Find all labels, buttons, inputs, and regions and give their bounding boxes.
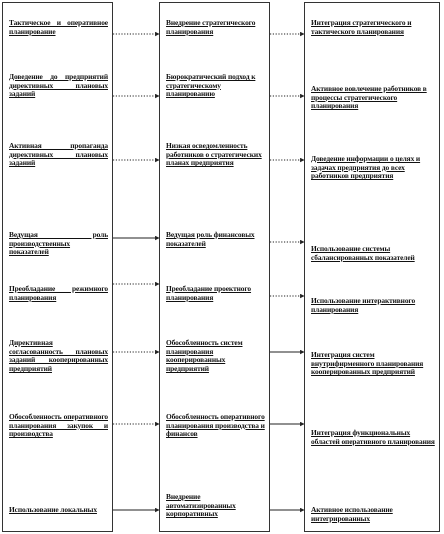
right-item-4: Использование системы сбалансированных показателей xyxy=(311,244,415,262)
left-item-6: Директивная согласованность плановых заданий кооперированных предприятий xyxy=(9,338,108,374)
right-item-2: Активное вовлечение работников в процессы стратегического планирования xyxy=(311,84,427,111)
middle-item-1: Внедрение стратегического планирования xyxy=(166,18,256,36)
left-item-1: Тактическое и оперативное планирование xyxy=(9,18,108,36)
middle-item-7: Обособленность оперативного планирования производства и финансов xyxy=(166,412,265,439)
right-item-8: Активное использование интегрированных xyxy=(311,505,393,523)
middle-item-5: Преобладание проектного планирования xyxy=(166,284,252,302)
left-item-5: Преобладание режимного планирования xyxy=(9,284,108,302)
middle-item-3: Низкая осведомленность работников о стратегических планах предприятия xyxy=(166,141,262,168)
right-item-7: Интеграция функциональных областей оперативного планирования xyxy=(311,428,435,446)
left-item-2: Доведение до предприятий директивных плановых заданий xyxy=(9,72,108,99)
left-item-7: Обособленность оперативного планирования закупок и производства xyxy=(9,412,108,439)
middle-item-8: Внедрение автоматизированных корпоративных xyxy=(166,492,236,519)
right-item-6: Интеграция систем внутрифирменного планирования кооперированных предприятий xyxy=(311,350,424,377)
right-item-1: Интеграция стратегического и тактического планирования xyxy=(311,18,412,36)
right-item-3: Доведение информации о целях и задачах предприятия до всех работников предприятия xyxy=(311,154,421,181)
middle-item-4: Ведущая роль финансовых показателей xyxy=(166,230,255,248)
middle-item-6: Обособленность систем планирования кооперированных предприятий xyxy=(166,338,243,374)
left-item-3: Активная пропаганда директивных плановых заданий xyxy=(9,141,108,168)
right-item-5: Использование интерактивного планирования xyxy=(311,296,416,314)
left-item-8: Использование локальных xyxy=(9,505,97,514)
middle-item-2: Бюрократический подход к стратегическому планированию xyxy=(166,72,256,99)
left-item-4: Ведущая роль производственных показателей xyxy=(9,230,108,257)
